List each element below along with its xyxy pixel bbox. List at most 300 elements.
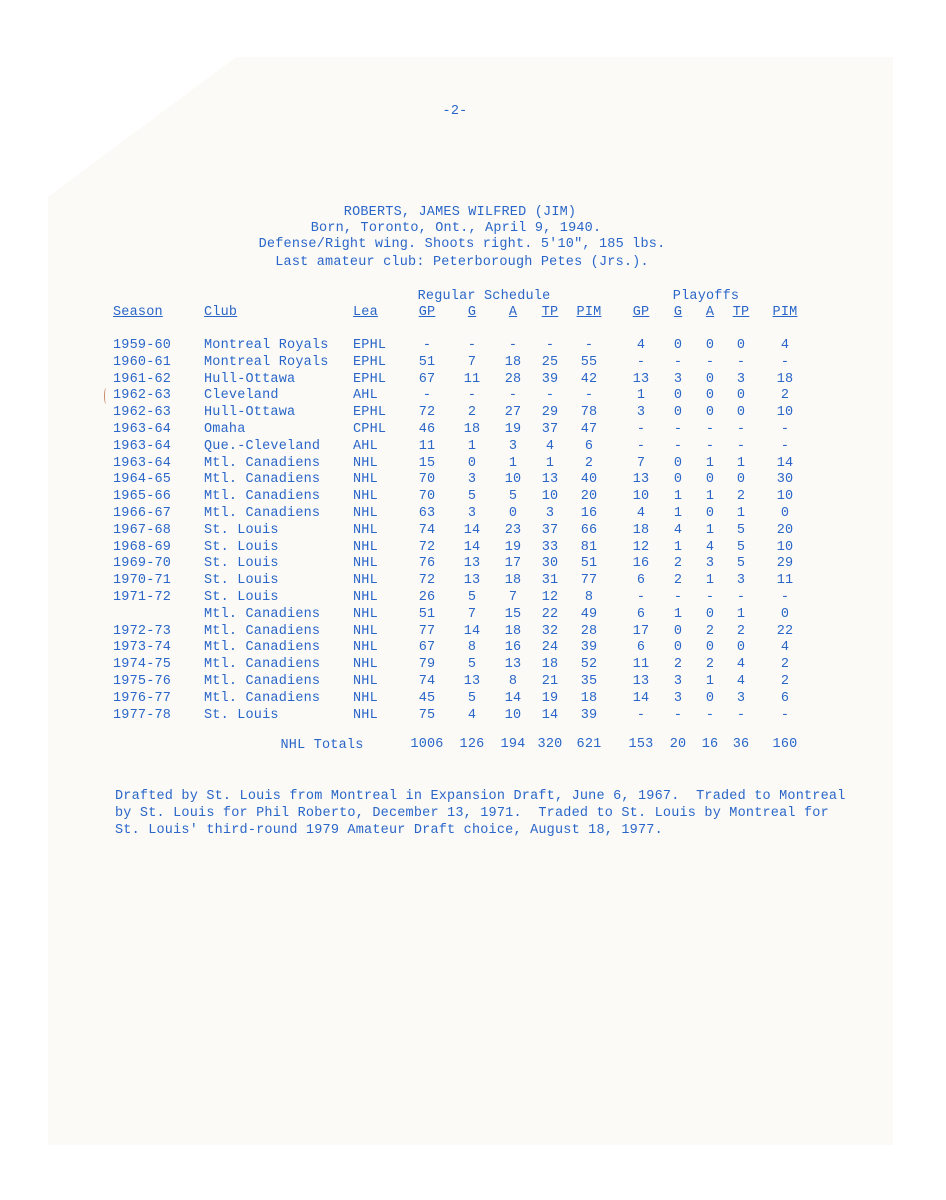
cell-reg-g: 3	[467, 472, 477, 487]
cell-po-gp: 13	[632, 472, 650, 487]
cell-reg-pim: 78	[580, 405, 598, 420]
cell-season: 1973-74	[113, 640, 172, 655]
cell-po-a: 0	[705, 472, 715, 487]
cell-po-g: 3	[673, 372, 683, 387]
cell-reg-tp: 24	[541, 640, 559, 655]
cell-reg-g: 5	[467, 691, 477, 706]
cell-reg-pim: 18	[580, 691, 598, 706]
cell-reg-g: 5	[467, 590, 477, 605]
cell-club: St. Louis	[204, 540, 279, 555]
regular-schedule-label: Regular Schedule	[417, 289, 551, 304]
cell-reg-tp: 37	[541, 523, 559, 538]
cell-po-g: -	[673, 422, 683, 437]
cell-season: 1977-78	[113, 708, 172, 723]
cell-reg-gp: 74	[418, 674, 436, 689]
cell-po-g: -	[673, 439, 683, 454]
cell-reg-tp: -	[545, 338, 555, 353]
cell-po-g: -	[673, 355, 683, 370]
cell-po-tp: -	[736, 590, 746, 605]
cell-reg-a: 7	[508, 590, 518, 605]
cell-po-g: 0	[673, 456, 683, 471]
cell-season: 1962-63	[113, 388, 172, 403]
cell-club: St. Louis	[204, 590, 279, 605]
cell-po-g: 1	[673, 540, 683, 555]
cell-reg-g: 13	[463, 573, 481, 588]
cell-league: NHL	[353, 657, 378, 672]
cell-club: Mtl. Canadiens	[204, 624, 321, 639]
cell-league: AHL	[353, 388, 378, 403]
cell-reg-pim: 16	[580, 506, 598, 521]
cell-reg-g: 13	[463, 674, 481, 689]
cell-season: 1968-69	[113, 540, 172, 555]
cell-reg-gp: 79	[418, 657, 436, 672]
cell-po-gp: 12	[632, 540, 650, 555]
cell-po-gp: 13	[632, 674, 650, 689]
cell-po-gp: 13	[632, 372, 650, 387]
cell-league: EPHL	[353, 405, 387, 420]
cell-reg-tp: 4	[545, 439, 555, 454]
cell-club: Mtl. Canadiens	[204, 674, 321, 689]
cell-league: NHL	[353, 523, 378, 538]
cell-reg-a: 16	[504, 640, 522, 655]
cell-po-a: 0	[705, 338, 715, 353]
cell-reg-a: 17	[504, 556, 522, 571]
cell-reg-tp: 39	[541, 372, 559, 387]
cell-po-pim: -	[780, 355, 790, 370]
cell-reg-pim: 81	[580, 540, 598, 555]
cell-season: 1960-61	[113, 355, 172, 370]
cell-po-gp: 7	[636, 456, 646, 471]
cell-reg-pim: 66	[580, 523, 598, 538]
column-header-reg-tp: TP	[541, 305, 559, 320]
cell-season: 1972-73	[113, 624, 172, 639]
total-reg-a: 194	[500, 737, 526, 752]
cell-po-gp: 6	[636, 573, 646, 588]
cell-reg-gp: 67	[418, 372, 436, 387]
cell-po-g: 1	[673, 607, 683, 622]
cell-reg-gp: -	[422, 388, 432, 403]
cell-po-gp: 1	[636, 388, 646, 403]
cell-reg-a: 18	[504, 624, 522, 639]
cell-reg-a: 19	[504, 540, 522, 555]
cell-reg-gp: 75	[418, 708, 436, 723]
cell-reg-pim: 42	[580, 372, 598, 387]
cell-po-a: -	[705, 422, 715, 437]
cell-reg-tp: 37	[541, 422, 559, 437]
cell-league: NHL	[353, 456, 378, 471]
cell-season: 1964-65	[113, 472, 172, 487]
cell-po-g: -	[673, 590, 683, 605]
cell-po-tp: 3	[736, 691, 746, 706]
cell-reg-pim: -	[584, 338, 594, 353]
cell-po-g: 0	[673, 640, 683, 655]
cell-po-g: 3	[673, 691, 683, 706]
cell-po-pim: 22	[776, 624, 794, 639]
cell-club: Hull-Ottawa	[204, 372, 296, 387]
cell-po-a: 2	[705, 657, 715, 672]
cell-po-tp: -	[736, 422, 746, 437]
cell-season: 1970-71	[113, 573, 172, 588]
cell-club: Mtl. Canadiens	[204, 506, 321, 521]
cell-reg-g: 7	[467, 355, 477, 370]
cell-po-pim: 10	[776, 405, 794, 420]
cell-po-gp: -	[636, 422, 646, 437]
cell-league: CPHL	[353, 422, 387, 437]
cell-reg-tp: 18	[541, 657, 559, 672]
cell-reg-tp: 29	[541, 405, 559, 420]
cell-po-a: 2	[705, 624, 715, 639]
cell-reg-gp: 45	[418, 691, 436, 706]
cell-po-a: -	[705, 708, 715, 723]
cell-reg-a: 8	[508, 674, 518, 689]
cell-league: NHL	[353, 506, 378, 521]
cell-reg-pim: 77	[580, 573, 598, 588]
cell-po-a: -	[705, 439, 715, 454]
cell-po-g: 1	[673, 506, 683, 521]
total-reg-pim: 621	[576, 737, 602, 752]
cell-po-pim: 2	[780, 674, 790, 689]
cell-reg-tp: 21	[541, 674, 559, 689]
cell-season: 1963-64	[113, 456, 172, 471]
cell-reg-gp: 77	[418, 624, 436, 639]
cell-league: NHL	[353, 674, 378, 689]
cell-reg-a: -	[508, 338, 518, 353]
cell-po-g: 2	[673, 573, 683, 588]
cell-club: Mtl. Canadiens	[204, 657, 321, 672]
cell-po-tp: 2	[736, 489, 746, 504]
cell-po-gp: 6	[636, 640, 646, 655]
cell-po-gp: 6	[636, 607, 646, 622]
cell-club: Cleveland	[204, 388, 279, 403]
cell-po-pim: 2	[780, 657, 790, 672]
cell-po-a: 1	[705, 674, 715, 689]
cell-reg-gp: -	[422, 338, 432, 353]
cell-po-a: 0	[705, 640, 715, 655]
cell-reg-a: 19	[504, 422, 522, 437]
cell-reg-pim: 6	[584, 439, 594, 454]
cell-reg-a: 27	[504, 405, 522, 420]
cell-po-a: -	[705, 355, 715, 370]
cell-po-tp: 3	[736, 573, 746, 588]
margin-mark	[104, 388, 108, 404]
cell-league: NHL	[353, 590, 378, 605]
cell-reg-gp: 72	[418, 540, 436, 555]
cell-reg-tp: -	[545, 388, 555, 403]
cell-reg-a: 23	[504, 523, 522, 538]
cell-po-g: 3	[673, 674, 683, 689]
cell-reg-gp: 72	[418, 405, 436, 420]
column-header-league: Lea	[353, 305, 378, 320]
cell-club: Mtl. Canadiens	[204, 472, 321, 487]
cell-po-pim: 0	[780, 607, 790, 622]
cell-po-a: 0	[705, 405, 715, 420]
cell-reg-a: 28	[504, 372, 522, 387]
footnote-line: by St. Louis for Phil Roberto, December 13, 1971. Traded to St. Louis by Montreal for	[115, 806, 829, 821]
cell-reg-tp: 33	[541, 540, 559, 555]
cell-po-pim: 4	[780, 640, 790, 655]
birth-info: Born, Toronto, Ont., April 9, 1940.	[310, 221, 602, 236]
cell-po-g: 0	[673, 388, 683, 403]
cell-po-gp: 18	[632, 523, 650, 538]
cell-po-tp: 4	[736, 657, 746, 672]
cell-po-pim: 4	[780, 338, 790, 353]
cell-league: NHL	[353, 708, 378, 723]
cell-po-gp: -	[636, 708, 646, 723]
cell-club: St. Louis	[204, 573, 279, 588]
cell-po-g: -	[673, 708, 683, 723]
cell-po-pim: 20	[776, 523, 794, 538]
cell-reg-pim: 28	[580, 624, 598, 639]
cell-season: 1959-60	[113, 338, 172, 353]
position-info: Defense/Right wing. Shoots right. 5'10", 185 lbs.	[258, 237, 666, 252]
cell-po-gp: 17	[632, 624, 650, 639]
cell-po-g: 0	[673, 472, 683, 487]
cell-league: NHL	[353, 607, 378, 622]
cell-reg-gp: 76	[418, 556, 436, 571]
column-header-reg-pim: PIM	[576, 305, 602, 320]
cell-reg-gp: 51	[418, 355, 436, 370]
cell-po-tp: 0	[736, 405, 746, 420]
cell-season: 1965-66	[113, 489, 172, 504]
amateur-club: Last amateur club: Peterborough Petes (Jrs.).	[275, 255, 649, 270]
cell-po-tp: -	[736, 439, 746, 454]
cell-po-g: 2	[673, 657, 683, 672]
cell-reg-tp: 1	[545, 456, 555, 471]
cell-po-gp: -	[636, 590, 646, 605]
cell-club: St. Louis	[204, 523, 279, 538]
cell-reg-tp: 22	[541, 607, 559, 622]
cell-reg-g: 0	[467, 456, 477, 471]
cell-reg-g: 2	[467, 405, 477, 420]
cell-league: NHL	[353, 540, 378, 555]
cell-reg-pim: 55	[580, 355, 598, 370]
cell-reg-a: 18	[504, 573, 522, 588]
cell-reg-tp: 12	[541, 590, 559, 605]
cell-po-a: 3	[705, 556, 715, 571]
cell-po-tp: 5	[736, 523, 746, 538]
cell-po-a: 0	[705, 372, 715, 387]
cell-season: 1971-72	[113, 590, 172, 605]
cell-league: NHL	[353, 573, 378, 588]
cell-po-a: -	[705, 590, 715, 605]
cell-po-tp: 0	[736, 640, 746, 655]
cell-po-pim: -	[780, 439, 790, 454]
cell-reg-a: -	[508, 388, 518, 403]
cell-reg-a: 1	[508, 456, 518, 471]
cell-reg-gp: 15	[418, 456, 436, 471]
cell-po-a: 1	[705, 523, 715, 538]
cell-reg-g: 1	[467, 439, 477, 454]
cell-reg-tp: 10	[541, 489, 559, 504]
cell-po-tp: 1	[736, 607, 746, 622]
total-reg-tp: 320	[537, 737, 563, 752]
cell-po-pim: 11	[776, 573, 794, 588]
column-header-reg-g: G	[467, 305, 477, 320]
playoffs-label: Playoffs	[672, 289, 740, 304]
cell-club: Hull-Ottawa	[204, 405, 296, 420]
cell-po-gp: 16	[632, 556, 650, 571]
column-header-po-gp: GP	[632, 305, 650, 320]
cell-season: 1962-63	[113, 405, 172, 420]
total-po-gp: 153	[628, 737, 654, 752]
cell-reg-g: 7	[467, 607, 477, 622]
cell-po-tp: -	[736, 708, 746, 723]
total-reg-g: 126	[459, 737, 485, 752]
cell-season: 1963-64	[113, 439, 172, 454]
cell-po-pim: 2	[780, 388, 790, 403]
cell-po-tp: 4	[736, 674, 746, 689]
cell-po-g: 0	[673, 405, 683, 420]
cell-reg-g: 14	[463, 523, 481, 538]
cell-reg-pim: 39	[580, 708, 598, 723]
cell-reg-gp: 46	[418, 422, 436, 437]
cell-season: 1967-68	[113, 523, 172, 538]
cell-po-pim: -	[780, 708, 790, 723]
cell-reg-a: 15	[504, 607, 522, 622]
cell-reg-tp: 19	[541, 691, 559, 706]
cell-season: 1966-67	[113, 506, 172, 521]
cell-po-a: 4	[705, 540, 715, 555]
cell-reg-g: 11	[463, 372, 481, 387]
cell-reg-tp: 30	[541, 556, 559, 571]
column-header-po-g: G	[673, 305, 683, 320]
cell-league: NHL	[353, 691, 378, 706]
cell-po-tp: 3	[736, 372, 746, 387]
cell-po-tp: 0	[736, 388, 746, 403]
cell-club: Mtl. Canadiens	[204, 456, 321, 471]
cell-reg-a: 13	[504, 657, 522, 672]
cell-club: St. Louis	[204, 708, 279, 723]
cell-reg-pim: 52	[580, 657, 598, 672]
player-name: ROBERTS, JAMES WILFRED (JIM)	[343, 205, 577, 220]
cell-reg-g: 5	[467, 657, 477, 672]
cell-league: NHL	[353, 489, 378, 504]
cell-po-pim: 10	[776, 540, 794, 555]
page-number: -2-	[442, 104, 468, 119]
cell-po-gp: 4	[636, 506, 646, 521]
cell-club: Montreal Royals	[204, 355, 329, 370]
cell-club: Mtl. Canadiens	[204, 489, 321, 504]
cell-po-gp: 4	[636, 338, 646, 353]
cell-po-tp: 0	[736, 338, 746, 353]
cell-po-pim: 10	[776, 489, 794, 504]
cell-po-gp: 14	[632, 691, 650, 706]
cell-po-a: 0	[705, 607, 715, 622]
total-po-pim: 160	[772, 737, 798, 752]
column-header-reg-gp: GP	[418, 305, 436, 320]
cell-reg-a: 10	[504, 708, 522, 723]
cell-reg-g: 3	[467, 506, 477, 521]
cell-po-g: 0	[673, 624, 683, 639]
cell-reg-tp: 13	[541, 472, 559, 487]
cell-reg-a: 10	[504, 472, 522, 487]
cell-po-tp: 2	[736, 624, 746, 639]
cell-reg-gp: 51	[418, 607, 436, 622]
cell-reg-g: 4	[467, 708, 477, 723]
cell-club: St. Louis	[204, 556, 279, 571]
cell-po-g: 2	[673, 556, 683, 571]
cell-reg-a: 14	[504, 691, 522, 706]
cell-reg-g: 8	[467, 640, 477, 655]
cell-reg-tp: 14	[541, 708, 559, 723]
cell-po-a: 0	[705, 388, 715, 403]
cell-po-pim: 0	[780, 506, 790, 521]
cell-po-g: 0	[673, 338, 683, 353]
cell-reg-gp: 11	[418, 439, 436, 454]
cell-reg-pim: 49	[580, 607, 598, 622]
cell-po-tp: -	[736, 355, 746, 370]
cell-reg-gp: 70	[418, 472, 436, 487]
cell-po-g: 1	[673, 489, 683, 504]
cell-season: 1975-76	[113, 674, 172, 689]
cell-po-gp: -	[636, 355, 646, 370]
cell-reg-tp: 3	[545, 506, 555, 521]
cell-season: 1963-64	[113, 422, 172, 437]
cell-po-gp: -	[636, 439, 646, 454]
cell-po-a: 1	[705, 456, 715, 471]
cell-reg-gp: 26	[418, 590, 436, 605]
cell-po-a: 1	[705, 573, 715, 588]
total-po-a: 16	[701, 737, 719, 752]
cell-reg-tp: 32	[541, 624, 559, 639]
cell-po-pim: 30	[776, 472, 794, 487]
cell-reg-a: 0	[508, 506, 518, 521]
totals-label: NHL Totals	[280, 738, 364, 753]
cell-reg-pim: 51	[580, 556, 598, 571]
cell-reg-a: 3	[508, 439, 518, 454]
cell-po-a: 0	[705, 506, 715, 521]
cell-po-pim: -	[780, 590, 790, 605]
cell-po-gp: 10	[632, 489, 650, 504]
cell-reg-gp: 63	[418, 506, 436, 521]
cell-club: Montreal Royals	[204, 338, 329, 353]
footnote-line: Drafted by St. Louis from Montreal in Expansion Draft, June 6, 1967. Traded to Montreal	[115, 789, 846, 804]
cell-league: NHL	[353, 472, 378, 487]
cell-reg-pim: 20	[580, 489, 598, 504]
cell-season: 1961-62	[113, 372, 172, 387]
cell-league: EPHL	[353, 355, 387, 370]
cell-po-pim: 6	[780, 691, 790, 706]
cell-po-tp: 1	[736, 506, 746, 521]
cell-po-tp: 1	[736, 456, 746, 471]
total-po-tp: 36	[732, 737, 750, 752]
cell-reg-gp: 72	[418, 573, 436, 588]
cell-reg-pim: 40	[580, 472, 598, 487]
cell-po-tp: 5	[736, 540, 746, 555]
cell-reg-g: 5	[467, 489, 477, 504]
cell-club: Mtl. Canadiens	[204, 640, 321, 655]
cell-club: Mtl. Canadiens	[204, 607, 321, 622]
cell-po-a: 0	[705, 691, 715, 706]
cell-league: NHL	[353, 624, 378, 639]
cell-reg-g: 14	[463, 624, 481, 639]
cell-reg-pim: -	[584, 388, 594, 403]
column-header-season: Season	[113, 305, 163, 320]
cell-po-a: 1	[705, 489, 715, 504]
footnote-line: St. Louis' third-round 1979 Amateur Draft choice, August 18, 1977.	[115, 823, 663, 838]
total-po-g: 20	[669, 737, 687, 752]
cell-reg-g: 14	[463, 540, 481, 555]
cell-season: 1969-70	[113, 556, 172, 571]
cell-reg-a: 18	[504, 355, 522, 370]
cell-reg-gp: 74	[418, 523, 436, 538]
column-header-po-pim: PIM	[772, 305, 798, 320]
cell-reg-tp: 31	[541, 573, 559, 588]
cell-reg-tp: 25	[541, 355, 559, 370]
cell-club: Que.-Cleveland	[204, 439, 321, 454]
cell-po-pim: -	[780, 422, 790, 437]
cell-league: NHL	[353, 640, 378, 655]
